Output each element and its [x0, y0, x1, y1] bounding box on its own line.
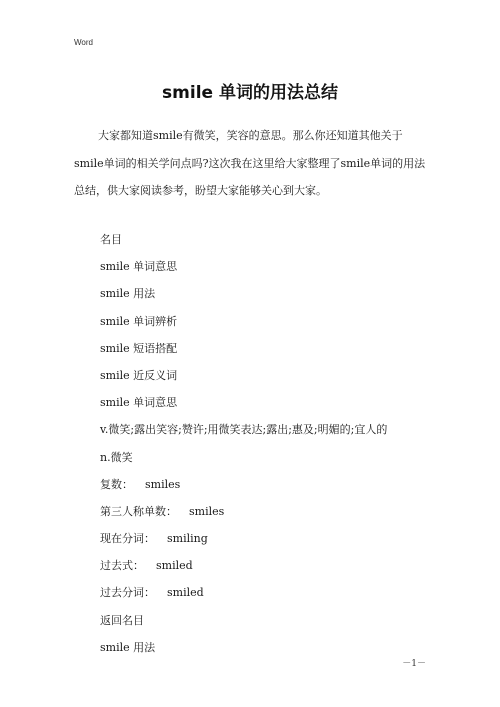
form-value: smiled	[167, 586, 204, 600]
form-label: 过去分词：	[100, 586, 155, 600]
intro-paragraph	[74, 122, 426, 205]
page-number: －1－	[402, 659, 426, 669]
content-list	[100, 226, 430, 661]
form-value: smiles	[145, 477, 181, 491]
document-title: smile 单词的用法总结	[162, 83, 338, 103]
form-label: 现在分词：	[100, 532, 155, 546]
toc-item-phrases: smile 短语搭配	[100, 341, 178, 355]
back-to-toc-link[interactable]: 返回名目	[100, 613, 144, 627]
form-past-participle	[100, 579, 430, 606]
form-value: smiled	[156, 559, 193, 573]
form-present-participle	[100, 525, 430, 552]
section-heading-usage: smile 用法	[100, 640, 156, 654]
toc-item-synonyms: smile 近反义词	[100, 368, 178, 382]
form-third-person	[100, 498, 430, 525]
toc-item-usage: smile 用法	[100, 287, 156, 301]
definition-noun: n.微笑	[100, 450, 133, 464]
section-heading-meaning: smile 单词意思	[100, 396, 178, 410]
toc-item-distinction: smile 单词辨析	[100, 314, 178, 328]
form-value: smiles	[189, 504, 225, 518]
intro-text: 大家都知道smile有微笑，笑容的意思。那么你还知道其他关于smile单词的相关学问点吗?这次我在这里给大家整理了smile单词的用法总结，供大家阅读参考，盼望大家能够关心到大家。	[74, 129, 426, 197]
definition-verb: v.微笑;露出笑容;赞许;用微笑表达;露出;惠及;明媚的;宜人的	[100, 423, 388, 437]
form-past-tense	[100, 552, 430, 579]
form-label: 复数：	[100, 477, 133, 491]
form-label: 过去式：	[100, 559, 144, 573]
toc-heading: 名目	[100, 233, 122, 246]
form-label: 第三人称单数：	[100, 504, 177, 518]
header-label: Word	[74, 38, 93, 47]
toc-item-meaning: smile 单词意思	[100, 260, 178, 274]
form-value: smiling	[167, 532, 208, 546]
form-plural	[100, 471, 430, 498]
